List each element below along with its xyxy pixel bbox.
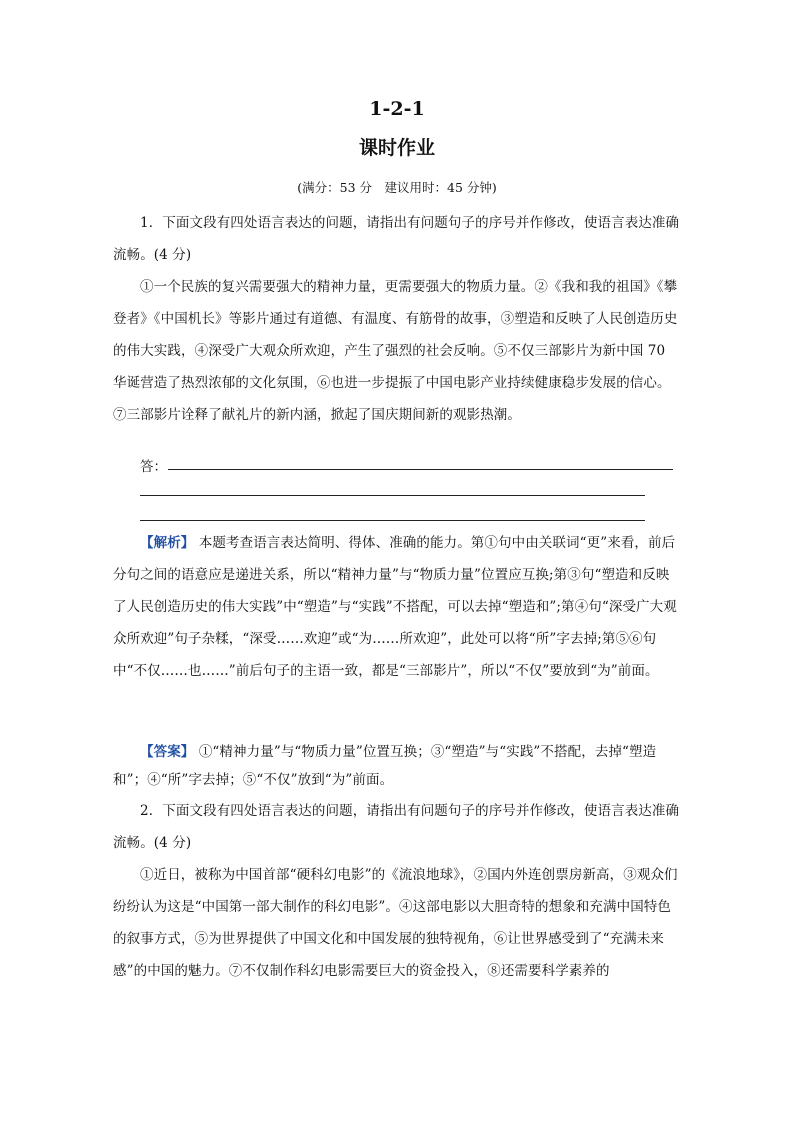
answer-text: ①“精神力量”与“物质力量”位置互换；③“塑造”与“实践”不搭配，去掉“塑造和”；④“所”字去掉；⑤“不仅”放到“为”前面。 <box>113 744 657 788</box>
analysis-tag: 【解析】 <box>140 535 195 551</box>
answer-tag: 【答案】 <box>140 744 195 760</box>
question-1-passage: ①一个民族的复兴需要强大的精神力量，更需要强大的物质力量。②《我和我的祖国》《攀登者》《中国机长》等影片通过有道德、有温度、有筋骨的故事，③塑造和反映了人民创造历史的伟大实践，④深受广大观众所欢迎，产生了强烈的社会反响。⑤不仅三部影片为新中国 70 华诞营造了热烈浓郁的文化氛围，⑥也进一步提振了中国电影产业持续健康稳步发展的信心。⑦三部影片诠释了献礼片的新内涵，掀起了国庆期间新的观影热潮。 <box>113 279 678 423</box>
question-1-answer <box>113 738 681 794</box>
question-2-stem: 2．下面文段有四处语言表达的问题，请指出有问题句子的序号并作修改，使语言表达准确流畅。(4 分) <box>113 803 680 851</box>
answer-line-3[interactable] <box>140 520 645 521</box>
answer-line-1[interactable] <box>168 469 673 470</box>
page-title: 课时作业 <box>358 137 435 159</box>
question-1-stem: 1．下面文段有四处语言表达的问题，请指出有问题句子的序号并作修改，使语言表达准确流畅。(4 分) <box>113 215 680 263</box>
answer-label: 答： <box>140 459 167 475</box>
question-1-analysis <box>113 527 681 687</box>
question-2-passage: ①近日，被称为中国首部“硬科幻电影”的《流浪地球》，②国内外连创票房新高，③观众们纷纷认为这是“中国第一部大制作的科幻电影”。④这部电影以大胆奇特的想象和充满中国特色的叙事方式，⑤为世界提供了中国文化和中国发展的独特视角，⑥让世界感受到了“充满未来感”的中国的魅力。⑦不仅制作科幻电影需要巨大的资金投入，⑧还需要科学素养的 <box>113 867 678 979</box>
analysis-text: 本题考查语言表达简明、得体、准确的能力。第①句中由关联词“更”来看，前后分句之间的语意应是递进关系，所以“精神力量”与“物质力量”位置应互换;第③句“塑造和反映了人民创造历史的伟大实践”中“塑造”与“实践”不搭配，可以去掉“塑造和”;第④句“深受广大观众所欢迎”句子杂糅，“深受……欢迎”或“为……所欢迎”，此处可以将“所”字去掉;第⑤⑥句中“不仅……也……”前后句子的主语一致，都是“三部影片”，所以“不仅”要放到“为”前面。 <box>113 535 677 679</box>
answer-line-2[interactable] <box>140 495 645 496</box>
score-time-info: (满分：53 分 建议用时：45 分钟) <box>297 180 497 195</box>
lesson-number: 1-2-1 <box>369 98 425 120</box>
